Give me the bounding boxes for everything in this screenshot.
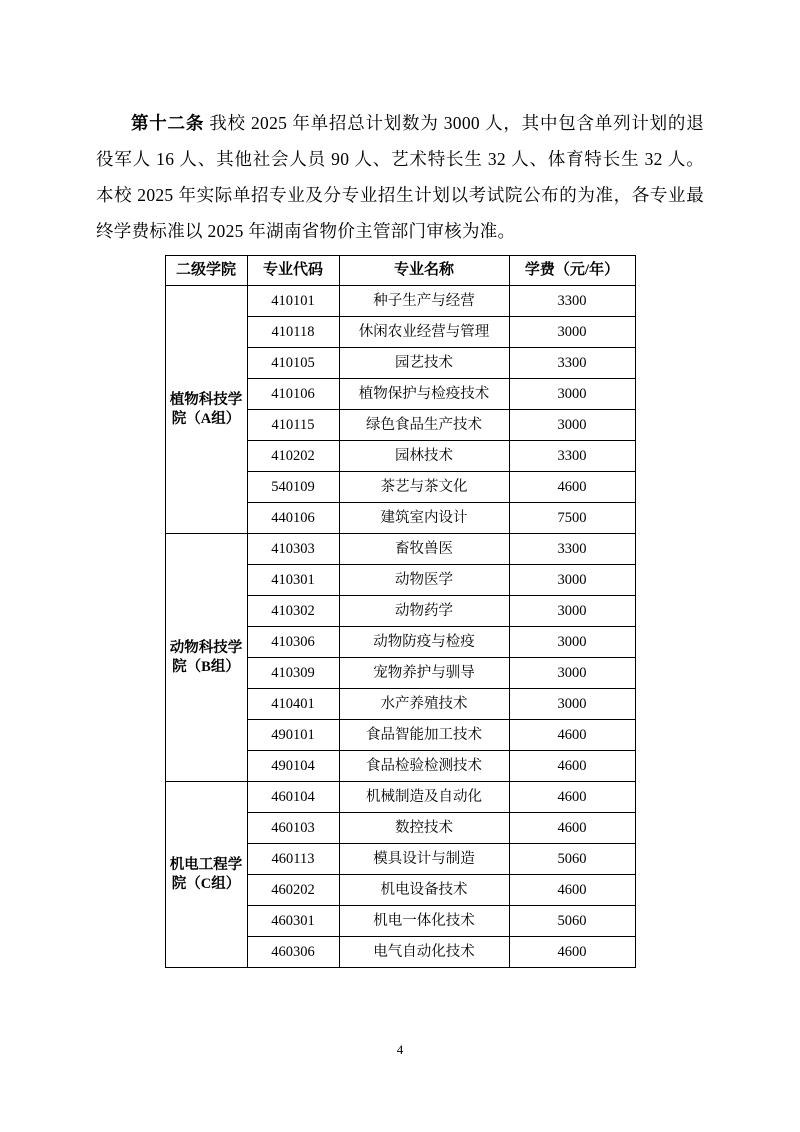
tuition-cell: 3000 [509,689,635,720]
major-code-cell: 460104 [247,782,339,813]
tuition-cell: 3000 [509,627,635,658]
column-header-department: 二级学院 [165,256,247,286]
tuition-cell: 3000 [509,565,635,596]
major-name-cell: 畜牧兽医 [339,534,509,565]
major-name-cell: 模具设计与制造 [339,844,509,875]
major-name-cell: 园林技术 [339,441,509,472]
major-name-cell: 机电设备技术 [339,875,509,906]
major-code-cell: 410101 [247,286,339,317]
article-body: 我校 2025 年单招总计划数为 3000 人，其中包含单列计划的退役军人 16 人、其他社会人员 90 人、艺术特长生 32 人、体育特长生 32 人。本校 2025 年实际单招专业及分专业招生计划以考试院公布的为准，各专业最终学费标准以 2025 年湖南省物价主管部门审核为准。 [96,113,704,241]
major-name-cell: 茶艺与茶文化 [339,472,509,503]
major-name-cell: 休闲农业经营与管理 [339,317,509,348]
major-name-cell: 种子生产与经营 [339,286,509,317]
column-header-major-code: 专业代码 [247,256,339,286]
department-cell: 植物科技学院（A组） [165,286,247,534]
major-name-cell: 机电一体化技术 [339,906,509,937]
tuition-cell: 3000 [509,596,635,627]
column-header-tuition: 学费（元/年） [509,256,635,286]
major-name-cell: 动物药学 [339,596,509,627]
major-code-cell: 410309 [247,658,339,689]
major-code-cell: 410301 [247,565,339,596]
major-code-cell: 410105 [247,348,339,379]
major-code-cell: 410115 [247,410,339,441]
table-header-row [165,256,635,286]
tuition-cell: 3300 [509,348,635,379]
table-row [165,534,635,565]
tuition-cell: 7500 [509,503,635,534]
major-code-cell: 460113 [247,844,339,875]
tuition-cell: 4600 [509,813,635,844]
major-code-cell: 410306 [247,627,339,658]
tuition-cell: 4600 [509,720,635,751]
major-code-cell: 460301 [247,906,339,937]
major-name-cell: 宠物养护与驯导 [339,658,509,689]
tuition-cell: 4600 [509,472,635,503]
major-code-cell: 410401 [247,689,339,720]
table-row [165,286,635,317]
major-code-cell: 460306 [247,937,339,968]
department-cell: 机电工程学院（C组） [165,782,247,968]
major-code-cell: 410202 [247,441,339,472]
major-code-cell: 410118 [247,317,339,348]
major-name-cell: 建筑室内设计 [339,503,509,534]
tuition-cell: 4600 [509,937,635,968]
major-name-cell: 机械制造及自动化 [339,782,509,813]
major-code-cell: 410302 [247,596,339,627]
tuition-cell: 3300 [509,286,635,317]
major-name-cell: 食品检验检测技术 [339,751,509,782]
department-cell: 动物科技学院（B组） [165,534,247,782]
tuition-cell: 4600 [509,782,635,813]
tuition-cell: 5060 [509,844,635,875]
major-name-cell: 植物保护与检疫技术 [339,379,509,410]
table-body [165,286,635,968]
tuition-cell: 3300 [509,441,635,472]
major-code-cell: 410303 [247,534,339,565]
major-code-cell: 490104 [247,751,339,782]
tuition-cell: 5060 [509,906,635,937]
tuition-cell: 3000 [509,317,635,348]
major-code-cell: 410106 [247,379,339,410]
tuition-cell: 3000 [509,410,635,441]
major-code-cell: 490101 [247,720,339,751]
major-code-cell: 460103 [247,813,339,844]
table-row [165,782,635,813]
tuition-cell: 3000 [509,379,635,410]
major-name-cell: 电气自动化技术 [339,937,509,968]
tuition-cell: 4600 [509,875,635,906]
major-name-cell: 动物医学 [339,565,509,596]
column-header-major-name: 专业名称 [339,256,509,286]
tuition-cell: 4600 [509,751,635,782]
major-name-cell: 动物防疫与检疫 [339,627,509,658]
major-code-cell: 460202 [247,875,339,906]
major-code-cell: 440106 [247,503,339,534]
major-name-cell: 绿色食品生产技术 [339,410,509,441]
tuition-cell: 3000 [509,658,635,689]
major-name-cell: 水产养殖技术 [339,689,509,720]
major-name-cell: 食品智能加工技术 [339,720,509,751]
article-label: 第十二条 [131,113,205,133]
article-paragraph [96,105,704,249]
page-number: 4 [396,1042,404,1057]
tuition-table [165,255,636,968]
tuition-cell: 3300 [509,534,635,565]
major-name-cell: 数控技术 [339,813,509,844]
major-name-cell: 园艺技术 [339,348,509,379]
major-code-cell: 540109 [247,472,339,503]
